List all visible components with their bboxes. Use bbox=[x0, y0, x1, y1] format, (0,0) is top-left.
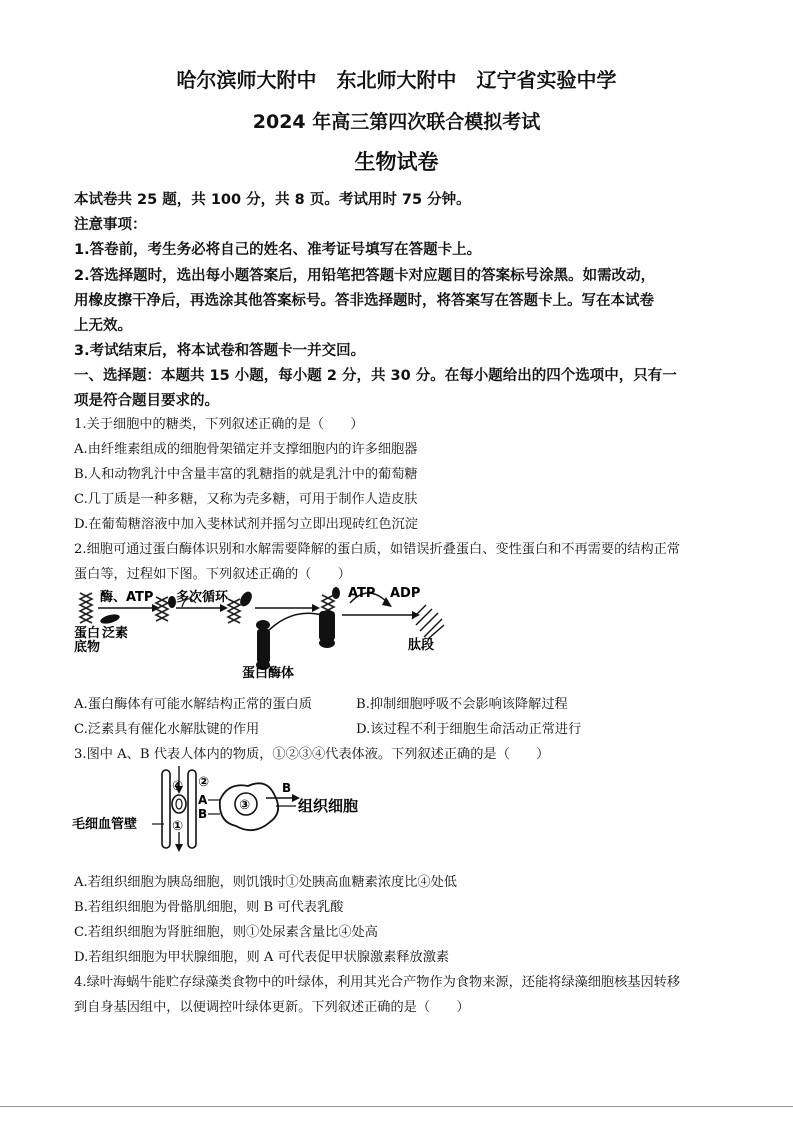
section-1-heading-2: 项是符合题目要求的。 bbox=[74, 393, 219, 409]
recycle-arrow bbox=[264, 613, 322, 635]
degrading-complex-icon bbox=[319, 587, 340, 648]
label-ubiquitin: 泛素 bbox=[102, 626, 129, 641]
exam-info: 本试卷共 25 题，共 100 分，共 8 页。考试用时 75 分钟。 bbox=[74, 192, 471, 208]
flow-arrow-bottom-head bbox=[175, 844, 183, 852]
q1-option-a: A.由纤维素组成的细胞骨架锚定并支撑细胞内的许多细胞器 bbox=[74, 442, 418, 457]
q2-option-a: A.蛋白酶体有可能水解结构正常的蛋白质 bbox=[74, 697, 312, 712]
exam-title: 2024 年高三第四次联合模拟考试 bbox=[252, 111, 541, 133]
label-n2: ② bbox=[198, 775, 210, 790]
blood-cell-inner bbox=[176, 799, 182, 809]
note-3: 3.考试结束后，将本试卷和答题卡一并交回。 bbox=[74, 343, 366, 359]
capillary-wall-left bbox=[162, 770, 170, 848]
label-peptide: 肽段 bbox=[408, 638, 435, 653]
section-1-heading: 一、选择题：本题共 15 小题，每小题 2 分，共 30 分。在每小题给出的四个选项中，只有一 bbox=[74, 368, 677, 384]
label-proteasome: 蛋白酶体 bbox=[242, 666, 295, 680]
q3-option-d: D.若组织细胞为甲状腺细胞，则 A 可代表促甲状腺激素释放激素 bbox=[74, 950, 450, 965]
note-1: 1.答卷前，考生务必将自己的姓名、准考证号填写在答题卡上。 bbox=[74, 242, 482, 258]
q1-option-b: B.人和动物乳汁中含量丰富的乳糖指的就是乳汁中的葡萄糖 bbox=[74, 467, 418, 482]
q1-stem: 1.关于细胞中的糖类，下列叙述正确的是（ ） bbox=[74, 417, 364, 432]
label-tissue-cell: 组织细胞 bbox=[298, 797, 359, 815]
label-atp: ATP bbox=[348, 586, 376, 601]
label-cycles: 多次循环 bbox=[176, 590, 229, 605]
schools-title: 哈尔滨师大附中 东北师大附中 辽宁省实验中学 bbox=[176, 68, 617, 92]
q2-option-b: B.抑制细胞呼吸不会影响该降解过程 bbox=[356, 697, 568, 712]
q2-option-d: D.该过程不利于细胞生命活动正常进行 bbox=[356, 722, 582, 737]
capillary-wall-right bbox=[188, 770, 196, 848]
q2-option-c: C.泛素具有催化水解肽键的作用 bbox=[74, 722, 260, 737]
q1-option-c: C.几丁质是一种多糖，又称为壳多糖，可用于制作人造皮肤 bbox=[74, 492, 418, 507]
label-enzyme-atp: 酶、ATP bbox=[100, 590, 154, 605]
label-a: A bbox=[198, 793, 208, 807]
q3-stem: 3.图中 A、B 代表人体内的物质，①②③④代表体液。下列叙述正确的是（ ） bbox=[74, 747, 550, 762]
q3-option-c: C.若组织细胞为肾脏细胞，则①处尿素含量比④处高 bbox=[74, 925, 378, 940]
arrow-3-head bbox=[312, 604, 320, 612]
label-substrate-1: 蛋白 bbox=[74, 626, 101, 641]
peptide-fragments-icon bbox=[412, 605, 444, 639]
poly-ubiquitin-substrate-icon bbox=[228, 599, 240, 623]
label-n1: ① bbox=[172, 819, 184, 834]
label-b: B bbox=[198, 807, 208, 821]
notes-title: 注意事项： bbox=[74, 217, 147, 233]
footer-divider bbox=[0, 1106, 793, 1107]
label-adp: ADP bbox=[390, 586, 421, 601]
ubiquitin-icon bbox=[99, 613, 120, 626]
q4-stem-2: 到自身基因组中，以便调控叶绿体更新。下列叙述正确的是（ ） bbox=[74, 1000, 470, 1015]
q3-option-b: B.若组织细胞为骨骼肌细胞，则 B 可代表乳酸 bbox=[74, 900, 344, 915]
q4-stem-1: 4.绿叶海蜗牛能贮存绿藻类食物中的叶绿体，利用其光合产物作为食物来源，还能将绿藻细胞核基因转移 bbox=[74, 975, 681, 990]
label-capillary: 毛细血管壁 bbox=[72, 817, 138, 832]
label-n3: ③ bbox=[239, 798, 251, 813]
q3-body-fluid-figure bbox=[70, 764, 370, 854]
q3-option-a: A.若组织细胞为胰岛细胞，则饥饿时①处胰高血糖素浓度比④处低 bbox=[74, 875, 457, 890]
label-b-out: B bbox=[282, 781, 292, 795]
ubiquitin-tag-icon bbox=[168, 596, 176, 608]
note-2-line-2: 用橡皮擦干净后，再选涂其他答案标号。答非选择题时，将答案写在答题卡上。写在本试卷 bbox=[74, 293, 654, 309]
subject-title: 生物试卷 bbox=[354, 150, 439, 174]
label-substrate-2: 底物 bbox=[74, 640, 101, 655]
substrate-coil-icon bbox=[80, 593, 92, 623]
q2-proteasome-figure bbox=[70, 585, 450, 680]
q2-stem-1: 2.细胞可通过蛋白酶体识别和水解需要降解的蛋白质，如错误折叠蛋白、变性蛋白和不再需要的结构正常 bbox=[74, 542, 681, 557]
q2-stem-2: 蛋白等，过程如下图。下列叙述正确的（ ） bbox=[74, 567, 351, 582]
note-2-line-1: 2.答选择题时，选出每小题答案后，用铅笔把答题卡对应题目的答案标号涂黑。如需改动， bbox=[74, 268, 656, 284]
proteasome-icon bbox=[256, 620, 270, 670]
note-2-line-3: 上无效。 bbox=[74, 318, 132, 334]
q1-option-d: D.在葡萄糖溶液中加入斐林试剂并摇匀立即出现砖红色沉淀 bbox=[74, 517, 418, 532]
blood-cell-icon bbox=[172, 795, 186, 813]
label-n4: ④ bbox=[172, 779, 184, 794]
